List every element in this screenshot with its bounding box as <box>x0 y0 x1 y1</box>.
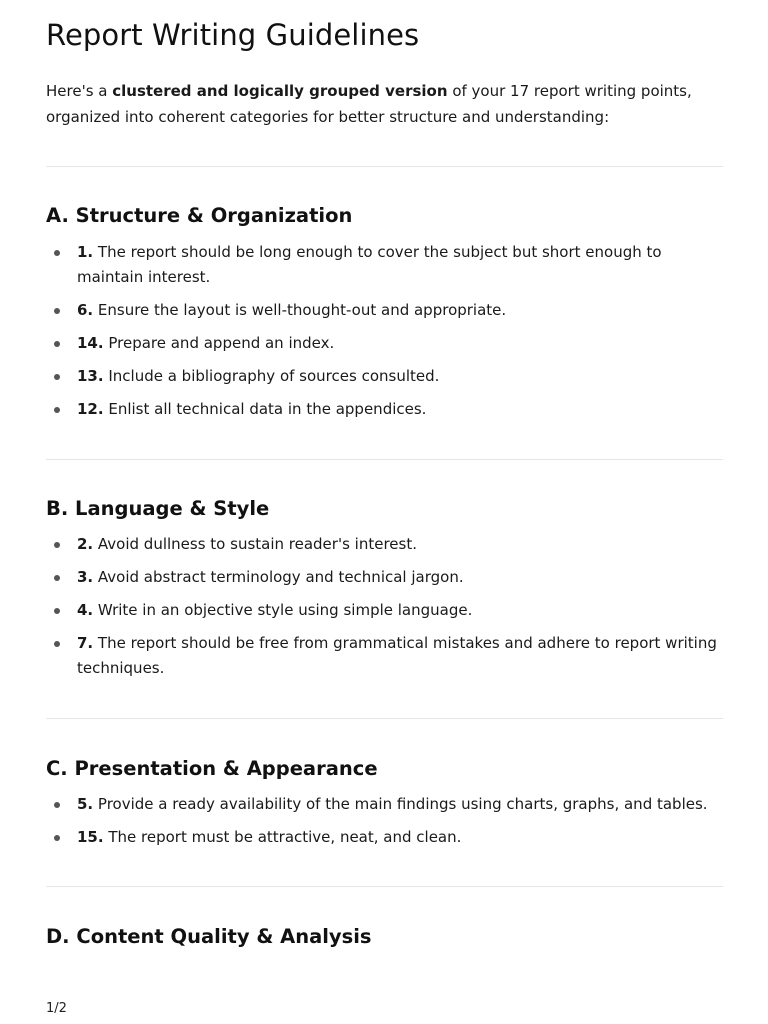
list-item <box>46 240 723 290</box>
bullet-icon <box>54 835 60 841</box>
list-item <box>46 397 723 422</box>
section-divider <box>46 718 723 719</box>
item-number: 13. <box>77 367 104 385</box>
item-text: Ensure the layout is well-thought-out and appropriate. <box>93 301 507 319</box>
page-number: 1/2 <box>46 1001 67 1016</box>
bullet-icon <box>54 542 60 548</box>
list-item <box>46 792 723 817</box>
item-text: Write in an objective style using simple language. <box>93 601 473 619</box>
item-number: 6. <box>77 301 94 319</box>
section-list-structure <box>46 240 723 430</box>
item-text: The report must be attractive, neat, and clean. <box>103 828 462 846</box>
list-item <box>46 364 723 389</box>
section-divider <box>46 459 723 460</box>
list-item <box>46 298 723 323</box>
list-item <box>46 331 723 356</box>
bullet-icon <box>54 341 60 347</box>
item-number: 12. <box>77 400 104 418</box>
list-item <box>46 825 723 850</box>
intro-text-end: of your 17 report writing points, organized into coherent categories for better structure and understanding: <box>46 82 692 126</box>
item-number: 15. <box>77 828 104 846</box>
item-text: The report should be long enough to cover the subject but short enough to maintain interest. <box>77 243 662 286</box>
bullet-icon <box>54 575 60 581</box>
item-text: Provide a ready availability of the main findings using charts, graphs, and tables. <box>93 795 708 813</box>
item-number: 5. <box>77 795 94 813</box>
item-number: 14. <box>77 334 104 352</box>
section-divider <box>46 886 723 887</box>
list-item <box>46 565 723 590</box>
bullet-icon <box>54 802 60 808</box>
list-item <box>46 598 723 623</box>
section-divider <box>46 166 723 167</box>
bullet-icon <box>54 641 60 647</box>
section-heading-structure: A. Structure & Organization <box>46 204 353 227</box>
section-list-language <box>46 532 723 689</box>
list-item <box>46 631 723 681</box>
item-number: 2. <box>77 535 94 553</box>
intro-paragraph <box>46 78 726 130</box>
intro-text-bold: clustered and logically grouped version <box>112 82 448 100</box>
item-text: Include a bibliography of sources consulted. <box>103 367 440 385</box>
item-text: Avoid dullness to sustain reader's interest. <box>93 535 417 553</box>
list-item <box>46 532 723 557</box>
item-number: 3. <box>77 568 94 586</box>
section-list-presentation <box>46 792 723 858</box>
bullet-icon <box>54 308 60 314</box>
section-heading-language: B. Language & Style <box>46 497 270 520</box>
item-text: Prepare and append an index. <box>103 334 335 352</box>
bullet-icon <box>54 374 60 380</box>
item-number: 7. <box>77 634 94 652</box>
item-number: 4. <box>77 601 94 619</box>
item-text: The report should be free from grammatical mistakes and adhere to report writing techniques. <box>77 634 717 677</box>
item-number: 1. <box>77 243 94 261</box>
intro-text-start: Here's a <box>46 82 113 100</box>
bullet-icon <box>54 250 60 256</box>
section-heading-presentation: C. Presentation & Appearance <box>46 757 378 780</box>
item-text: Enlist all technical data in the appendices. <box>103 400 427 418</box>
item-text: Avoid abstract terminology and technical jargon. <box>93 568 464 586</box>
bullet-icon <box>54 608 60 614</box>
bullet-icon <box>54 407 60 413</box>
page-title: Report Writing Guidelines <box>46 18 420 52</box>
section-heading-content-quality: D. Content Quality & Analysis <box>46 925 372 948</box>
